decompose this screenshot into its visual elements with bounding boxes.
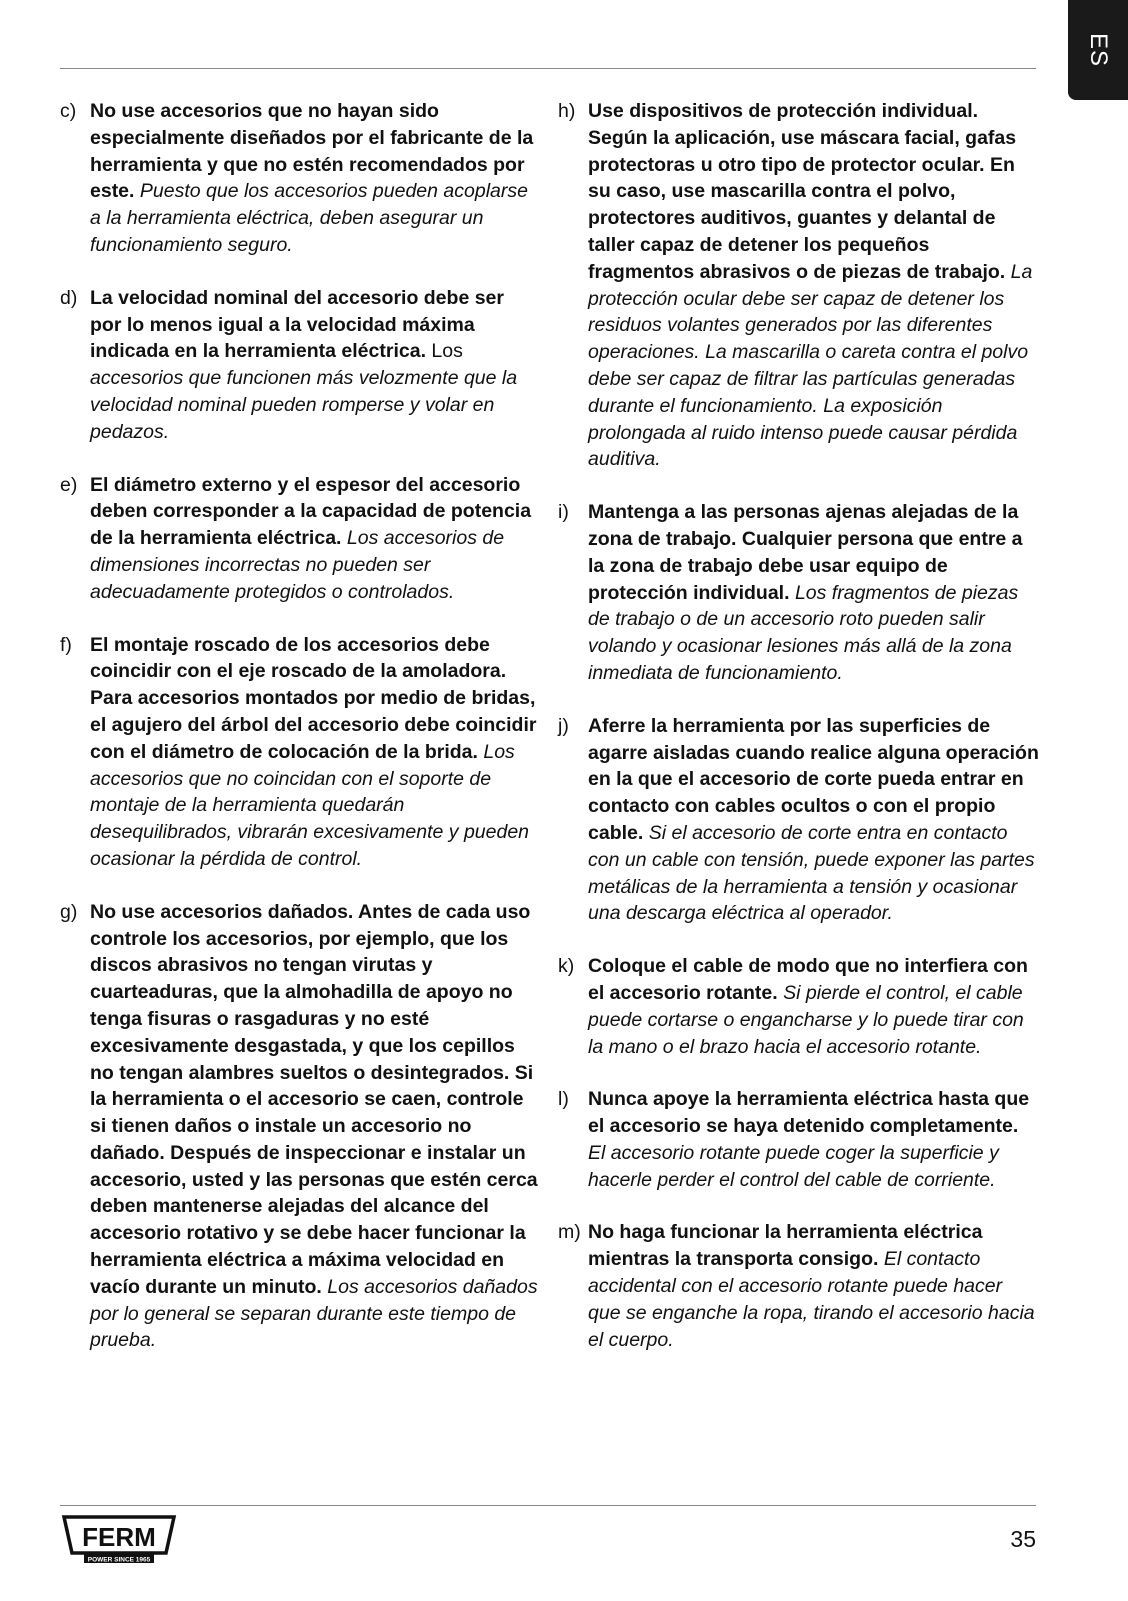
list-item-e — [60, 472, 540, 606]
logo-brand-text: FERM — [82, 1522, 156, 1552]
item-italic-text: accesorios que funcionen más velozmente que la velocidad nominal pueden romperse y volar en pedazos. — [90, 367, 518, 443]
item-italic-text: La protección ocular debe ser capaz de detener los residuos volantes generados por las diferentes operaciones. La mascarilla o careta contra el polvo debe ser capaz de filtrar las partículas generadas durante el funcionamiento. La exposición prolongada al ruido intenso puede causar pérdida auditiva. — [588, 260, 1033, 471]
list-item-m — [558, 1219, 1040, 1353]
item-italic-text: Si pierde el control, el cable puede cortarse o engancharse y lo puede tirar con la mano o el brazo hacia el accesorio rotante. — [588, 981, 1024, 1058]
logo-tagline-text: POWER SINCE 1965 — [87, 1556, 151, 1564]
item-italic-text: Los accesorios de dimensiones incorrectas no pueden ser adecuadamente protegidos o controlados. — [90, 527, 505, 603]
item-bold-text: No use accesorios que no hayan sido especialmente diseñados por el fabricante de la herramienta y que no estén recomendados por este. — [90, 100, 534, 203]
item-bold-text: Use dispositivos de protección individual. Según la aplicación, use máscara facial, gafas protectoras u otro tipo de protector ocular. En su caso, use mascarilla contra el polvo, protectores auditivos, guantes y delantal de taller capaz de detener los pequeños fragmentos abrasivos o de piezas de trabajo. — [588, 100, 1017, 283]
item-italic-text: Los fragmentos de piezas de trabajo o de un accesorio roto pueden salir volando y ocasionar lesiones más allá de la zona inmediata de funcionamiento. — [588, 581, 1019, 684]
list-marker: h) — [558, 100, 576, 122]
left-column — [60, 98, 540, 1354]
list-marker: c) — [60, 100, 77, 122]
item-bold-text: No use accesorios dañados. Antes de cada uso controle los accesorios, por ejemplo, que los discos abrasivos no tengan virutas y cuarteaduras, que la almohadilla de apoyo no tenga fisuras o rasgaduras y no esté excesivamente desgastada, y que los cepillos no tengan alambres sueltos o desintegrados. Si la herramienta o el accesorio se caen, controle si tienen daños o instale un accesorio no dañado. Después de inspeccionar e instalar un accesorio, usted y las personas que estén cerca deben mantenerse alejadas del alcance del accesorio rotativo y se debe hacer funcionar la herramienta eléctrica a máxima velocidad en vacío durante un minuto. — [90, 900, 538, 1298]
list-marker: f) — [60, 633, 72, 656]
list-marker: d) — [60, 286, 78, 309]
item-bold-text: El diámetro externo y el espesor del accesorio deben corresponder a la capacidad de potencia de la herramienta eléctrica. — [90, 473, 532, 550]
list-marker: e) — [60, 473, 78, 496]
item-bold-text: El montaje roscado de los accesorios debe coincidir con el eje roscado de la amoladora. Para accesorios montados por medio de bridas, el agujero del árbol del accesorio debe coincidir con el diámetro de colocación de la brida. — [90, 633, 537, 763]
item-italic-text: El accesorio rotante puede coger la superficie y hacerle perder el control del cable de corriente. — [588, 1141, 999, 1191]
list-marker: l) — [558, 1088, 569, 1111]
list-item-i — [558, 499, 1040, 687]
ferm-logo-icon — [60, 1513, 178, 1565]
item-bold-text: Mantenga a las personas ajenas alejadas de la zona de trabajo. Cualquier persona que entre a la zona de trabajo debe usar equipo de protección individual. — [588, 501, 1023, 604]
list-marker: j) — [558, 714, 569, 737]
list-item-h — [558, 98, 1040, 473]
list-item-k — [558, 953, 1040, 1060]
bottom-divider — [60, 1505, 1036, 1506]
top-divider — [60, 68, 1036, 69]
language-tab — [1068, 0, 1128, 100]
item-italic-text: Los accesorios dañados por lo general se separan durante este tiempo de prueba. — [90, 1275, 538, 1352]
item-bold-text: Coloque el cable de modo que no interfiera con el accesorio rotante. — [588, 955, 1028, 1004]
list-item-d — [60, 285, 540, 446]
list-marker: i) — [558, 501, 569, 524]
list-item-f — [60, 632, 540, 873]
item-bold-text: Aferre la herramienta por las superficies de agarre aisladas cuando realice alguna operación en la que el accesorio de corte pueda entrar en contacto con cables ocultos o con el propio cable. — [588, 714, 1039, 844]
ferm-logo — [60, 1513, 178, 1565]
item-italic-text: Los accesorios que no coincidan con el soporte de montaje de la herramienta quedarán desequilibrados, vibrarán excesivamente y pueden ocasionar la pérdida de control. — [90, 740, 530, 870]
item-bold-text: No haga funcionar la herramienta eléctrica mientras la transporta consigo. — [588, 1221, 983, 1271]
item-italic-text: Si el accesorio de corte entra en contacto con un cable con tensión, puede exponer las partes metálicas de la herramienta a tensión y ocasionar una descarga eléctrica al operador. — [588, 821, 1035, 925]
list-marker: k) — [558, 955, 575, 978]
item-regular-text: Los — [431, 340, 463, 363]
list-item-g — [60, 899, 540, 1355]
item-italic-text: El contacto accidental con el accesorio rotante puede hacer que se enganche la ropa, tirando el accesorio hacia el cuerpo. — [588, 1248, 1035, 1351]
list-marker: g) — [60, 900, 78, 923]
page-number: 35 — [1010, 1526, 1036, 1552]
item-bold-text: Nunca apoye la herramienta eléctrica hasta que el accesorio se haya detenido completamente. — [588, 1088, 1030, 1138]
list-item-j — [558, 713, 1040, 927]
list-item-l — [558, 1086, 1040, 1193]
list-item-c — [60, 98, 540, 259]
item-italic-text: Puesto que los accesorios pueden acoplarse a la herramienta eléctrica, deben asegurar un funcionamiento seguro. — [90, 180, 528, 256]
item-bold-text: La velocidad nominal del accesorio debe ser por lo menos igual a la velocidad máxima indicada en la herramienta eléctrica. — [90, 286, 504, 363]
list-marker: m) — [558, 1221, 581, 1244]
language-tab-label: ES — [1084, 32, 1112, 68]
right-column — [558, 98, 1040, 1353]
